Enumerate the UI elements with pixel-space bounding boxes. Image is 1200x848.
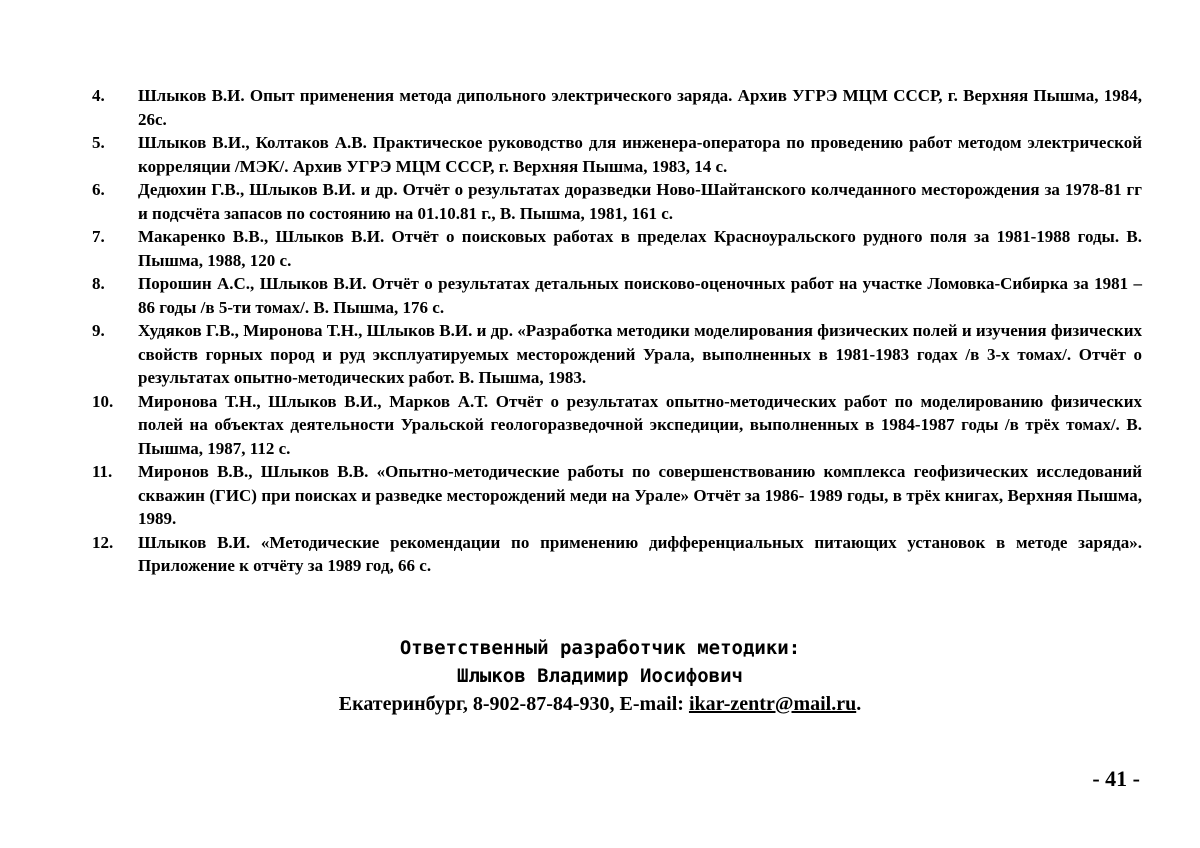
contact-suffix: . <box>856 693 862 715</box>
reference-number: 12. <box>92 532 114 552</box>
reference-item <box>92 531 1142 578</box>
reference-number: 5. <box>92 133 105 152</box>
reference-number: 8. <box>92 274 105 293</box>
email-link[interactable]: ikar-zentr@mail.ru <box>688 693 857 715</box>
reference-item <box>92 460 1142 531</box>
reference-list <box>92 84 1142 578</box>
reference-item <box>92 390 1142 461</box>
reference-text: Миронов В.В., Шлыков В.В. «Опытно-методические работы по совершенствованию комплекса геофизических исследований скважин (ГИС) при поисках и разведке месторождений меди на Урале» Отчёт за 1986- 1989 годы, в трёх книгах, Верхняя Пышма, 1989. <box>138 462 1142 528</box>
reference-number: 6. <box>92 180 105 199</box>
author-block <box>0 634 1200 718</box>
reference-text: Порошин А.С., Шлыков В.И. Отчёт о результатах детальных поисково-оценочных работ на участке Ломовка-Сибирка за 1981 – 86 годы /в 5-ти томах/. В. Пышма, 176 с. <box>138 274 1142 317</box>
reference-number: 10. <box>92 391 114 411</box>
author-role: Ответственный разработчик методики: <box>399 637 801 659</box>
reference-item <box>92 225 1142 272</box>
page-number: - 41 - <box>1092 766 1140 791</box>
author-contact <box>0 690 1200 718</box>
author-name: Шлыков Владимир Иосифович <box>457 665 743 687</box>
reference-item <box>92 178 1142 225</box>
reference-text: Шлыков В.И. «Методические рекомендации по применению дифференциальных питающих установок в методе заряда». Приложение к отчёту за 1989 год, 66 с. <box>138 532 1142 575</box>
reference-item <box>92 272 1142 319</box>
reference-number: 4. <box>92 86 105 105</box>
reference-item <box>92 84 1142 131</box>
reference-text: Шлыков В.И. Опыт применения метода дипольного электрического заряда. Архив УГРЭ МЦМ СССР, г. Верхняя Пышма, 1984, 26с. <box>138 86 1142 129</box>
reference-number: 11. <box>92 462 113 481</box>
reference-text: Дедюхин Г.В., Шлыков В.И. и др. Отчёт о результатах доразведки Ново-Шайтанского колчеданного месторождения за 1978-81 гг и подсчёта запасов по состоянию на 01.10.81 г., В. Пышма, 1981, 161 с. <box>138 180 1142 223</box>
reference-text: Макаренко В.В., Шлыков В.И. Отчёт о поисковых работах в пределах Красноуральского рудного поля за 1981-1988 годы. В. Пышма, 1988, 120 с. <box>138 227 1142 270</box>
reference-text: Миронова Т.Н., Шлыков В.И., Марков А.Т. Отчёт о результатах опытно-методических работ по моделированию физических полей на объектах деятельности Уральской геологоразведочной экспедиции, выполненных в 1984-1987 годы /в трёх томах/. В. Пышма, 1987, 112 с. <box>138 391 1142 458</box>
reference-number: 7. <box>92 227 105 246</box>
reference-number: 9. <box>92 321 105 340</box>
reference-text: Худяков Г.В., Миронова Т.Н., Шлыков В.И. и др. «Разработка методики моделирования физических полей и изучения физических свойств горных пород и руд эксплуатируемых месторождений Урала, выполненных в 1981-1983 годах /в 3-х томах/. Отчёт о результатах опытно-методических работ. В. Пышма, 1983. <box>138 321 1142 387</box>
reference-item <box>92 131 1142 178</box>
reference-text: Шлыков В.И., Колтаков А.В. Практическое руководство для инженера-оператора по проведению работ методом электрической корреляции /МЭК/. Архив УГРЭ МЦМ СССР, г. Верхняя Пышма, 1983, 14 с. <box>138 133 1142 176</box>
contact-prefix: Екатеринбург, 8-902-87-84-930, E-mail: <box>338 693 689 715</box>
reference-item <box>92 319 1142 390</box>
